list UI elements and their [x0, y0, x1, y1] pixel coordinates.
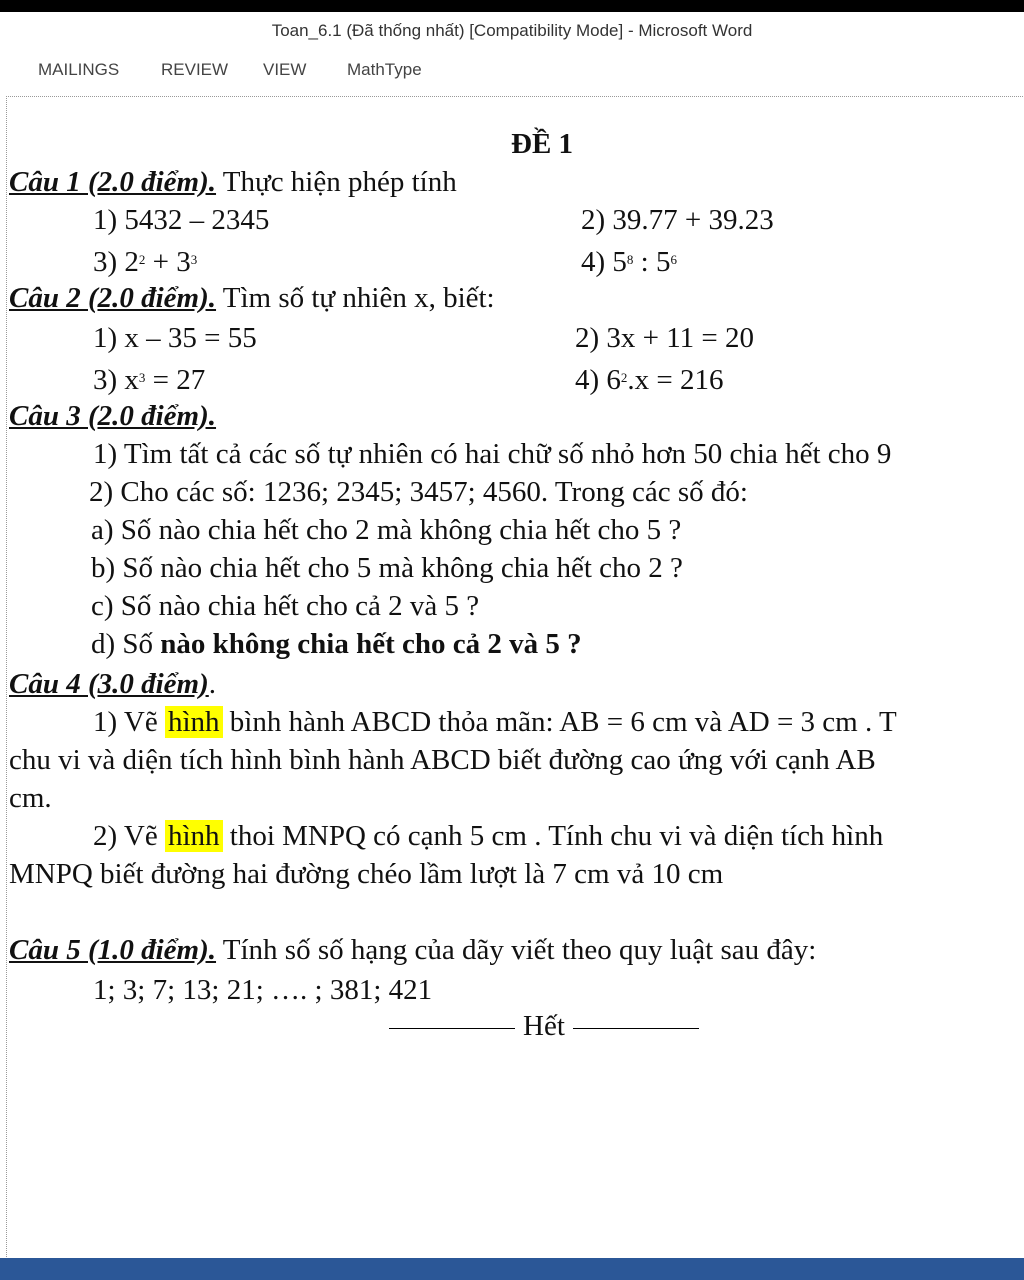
screen-top-bezel: [0, 0, 1024, 12]
tab-mailings[interactable]: MAILINGS: [38, 60, 120, 79]
tab-review[interactable]: REVIEW: [161, 60, 229, 79]
q2-header: Câu 2 (2.0 điểm).: [9, 282, 217, 314]
q2-prompt: Tìm số tự nhiên x, biết:: [216, 282, 495, 314]
q4-item-1-cont: chu vi và diện tích hình bình hành ABCD biết đường cao ứng với cạnh AB: [9, 744, 876, 776]
q1-item-2: 2) 39.77 + 39.23: [581, 204, 774, 236]
tab-view[interactable]: VIEW: [263, 60, 307, 79]
q2-item-2: 2) 3x + 11 = 20: [575, 322, 755, 354]
q2-item-1: 1) x – 35 = 55: [93, 322, 257, 354]
doc-title: ĐỀ 1: [511, 128, 574, 160]
q3-item-b: b) Số nào chia hết cho 5 mà không chia hết cho 2 ?: [91, 552, 683, 584]
q1-item-4: 4) $5^8$ : $5^6$: [581, 246, 677, 278]
q3-item-a: a) Số nào chia hết cho 2 mà không chia hết cho 5 ?: [91, 514, 682, 546]
q3-item-1: 1) Tìm tất cả các số tự nhiên có hai chữ số nhỏ hơn 50 chia hết cho 9: [93, 438, 892, 470]
q2-item-3: 3) $x^3 = 27$: [93, 364, 206, 396]
q1-line: [9, 165, 457, 199]
q5-sequence: 1; 3; 7; 13; 21; …. ; 381; 421: [93, 974, 433, 1006]
q4-header: Câu 4 (3.0 điểm): [9, 668, 209, 700]
divider: [573, 1028, 699, 1029]
q5-prompt: Tính số số hạng của dãy viết theo quy luật sau đây:: [216, 934, 817, 966]
q4-item-1-end: cm.: [9, 782, 52, 814]
q2-item-4: 4) $6^2.x = 216$: [575, 364, 724, 396]
q5-line: [9, 933, 816, 967]
q4-item-1: 1) Vẽ hình bình hành ABCD thỏa mãn: AB = 6 cm và AD = 3 cm . T: [93, 706, 897, 738]
highlight-mark: hình: [165, 706, 223, 738]
status-bar: [0, 1258, 1024, 1280]
q3-item-2: 2) Cho các số: 1236; 2345; 3457; 4560. Trong các số đó:: [89, 476, 748, 508]
q1-item-1: 1) 5432 – 2345: [93, 204, 270, 236]
q2-line: [9, 281, 495, 315]
divider: [389, 1028, 515, 1029]
highlight-mark: hình: [165, 820, 223, 852]
q1-item-3: 3) $2^2 + 3^3$: [93, 246, 198, 278]
q4-line: Câu 4 (3.0 điểm).: [9, 668, 217, 700]
q4-item-2: 2) Vẽ hình thoi MNPQ có cạnh 5 cm . Tính chu vi và diện tích hình: [93, 820, 884, 852]
q3-header: Câu 3 (2.0 điểm).: [9, 400, 217, 432]
q1-header: Câu 1 (2.0 điểm).: [9, 166, 217, 198]
q3-line: [9, 399, 216, 433]
ribbon-tabs: [0, 50, 1024, 90]
tab-mathtype[interactable]: MathType: [347, 60, 422, 79]
q3-item-d: d) Số nào không chia hết cho cả 2 và 5 ?: [91, 628, 582, 660]
document-page[interactable]: [6, 96, 1024, 1257]
q3-item-c: c) Số nào chia hết cho cả 2 và 5 ?: [91, 590, 480, 622]
q1-prompt: Thực hiện phép tính: [216, 166, 457, 198]
window-title: Toan_6.1 (Đã thống nhất) [Compatibility Mode] - Microsoft Word: [0, 12, 1024, 50]
q4-item-2-cont: MNPQ biết đường hai đường chéo lầm lượt là 7 cm vả 10 cm: [9, 858, 724, 890]
q5-header: Câu 5 (1.0 điểm).: [9, 934, 217, 966]
end-marker: Hết: [381, 1009, 707, 1043]
